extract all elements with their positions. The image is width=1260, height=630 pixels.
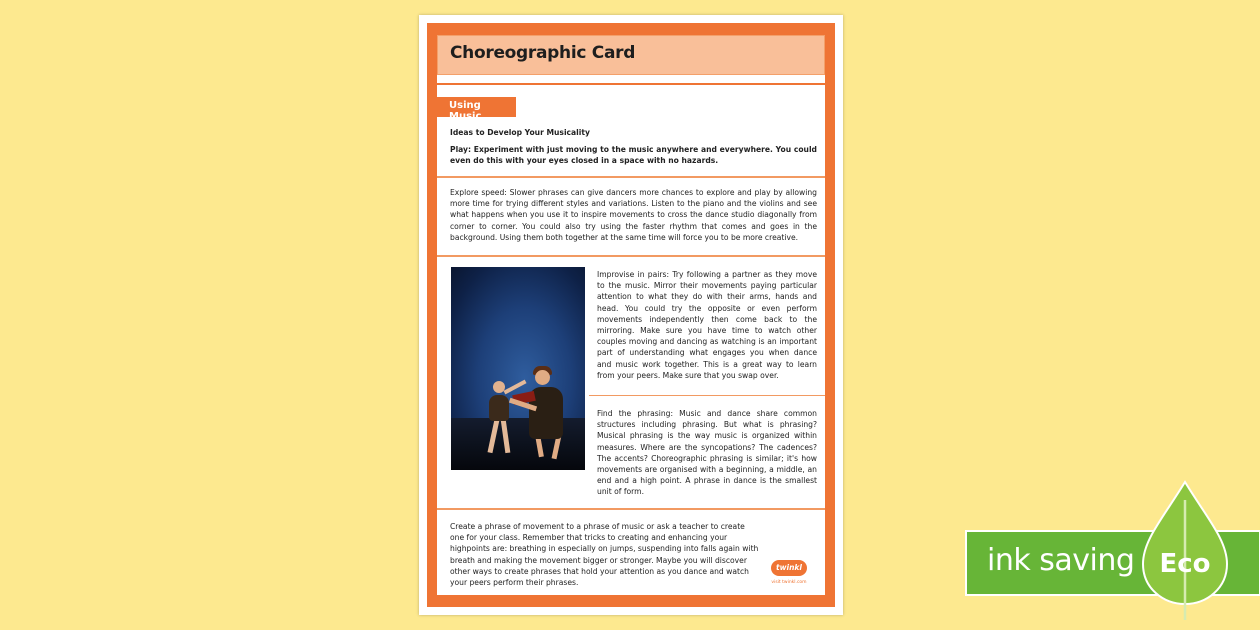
twinkl-logo: twinkl [771,560,807,576]
dancer-figure [489,395,509,421]
divider [437,255,825,257]
play-paragraph: Play: Experiment with just moving to the music anywhere and everywhere. You could even do this with your eyes closed in a space with no hazards. [450,145,817,166]
ink-saving-label: ink saving [987,543,1135,578]
card-frame [427,23,835,607]
twinkl-url: visit twinkl.com [771,580,807,585]
create-paragraph: Create a phrase of movement to a phrase of music or ask a teacher to create one for your class. Remember that tricks to creating and enhancing your highpoints are: breathing in especially on jumps, suspending into falls again with breath and making the movement bigger or stronger. Maybe you will discover other ways to create phrases that hold your attention as you dance and watch your peers perform their phrases. [450,522,759,588]
card-title: Choreographic Card [450,43,636,63]
improvise-paragraph: Improvise in pairs: Try following a partner as they move to the music. Mirror their movements paying particular attention to what they do with their arms, hands and head. You could try the opposite or even perform movements independently then come back to the mirroring. Make sure you have time to watch other couples moving and dancing as watching is an important part of understanding what engages you when dance and music work together. This is a great way to learn from your peers. Make sure that you swap over. [597,270,817,380]
explore-paragraph: Explore speed: Slower phrases can give dancers more chances to explore and play by allowing more time for trying different styles and variations. Listen to the piano and the violins and see what happens when you use it to inspire movements to cross the dance studio diagonally from corner to corner. You could also try using the faster rhythm that comes and goes in the background. Using them both together at the same time will force you to be more creative. [450,188,817,242]
divider [589,395,825,396]
stage-floor [451,418,585,470]
dancer-figure [535,370,550,385]
divider [437,176,825,178]
dancer-figure [493,381,505,393]
section-tag [436,97,516,122]
eco-leaf-label: Eco [1159,549,1211,579]
section-heading: Ideas to Develop Your Musicality [450,128,590,137]
title-bar [437,35,825,75]
phrasing-paragraph: Find the phrasing: Music and dance share common structures including phrasing. But what is phrasing? Musical phrasing is the way music is organized within measures. Where are the syncopations? The cadences? The accents? Choreographic phrasing is similar; it's how movements are organised with a beginning, a middle, an end and a high point. A phrase in dance is the smallest unit of form. [597,409,817,497]
card-body [437,35,825,595]
divider [437,508,825,510]
title-divider [437,83,825,85]
resource-sheet [419,15,843,615]
eco-leaf-icon [1123,480,1247,620]
section-tag-label: Using Music [449,100,482,122]
dance-photo [451,267,585,470]
